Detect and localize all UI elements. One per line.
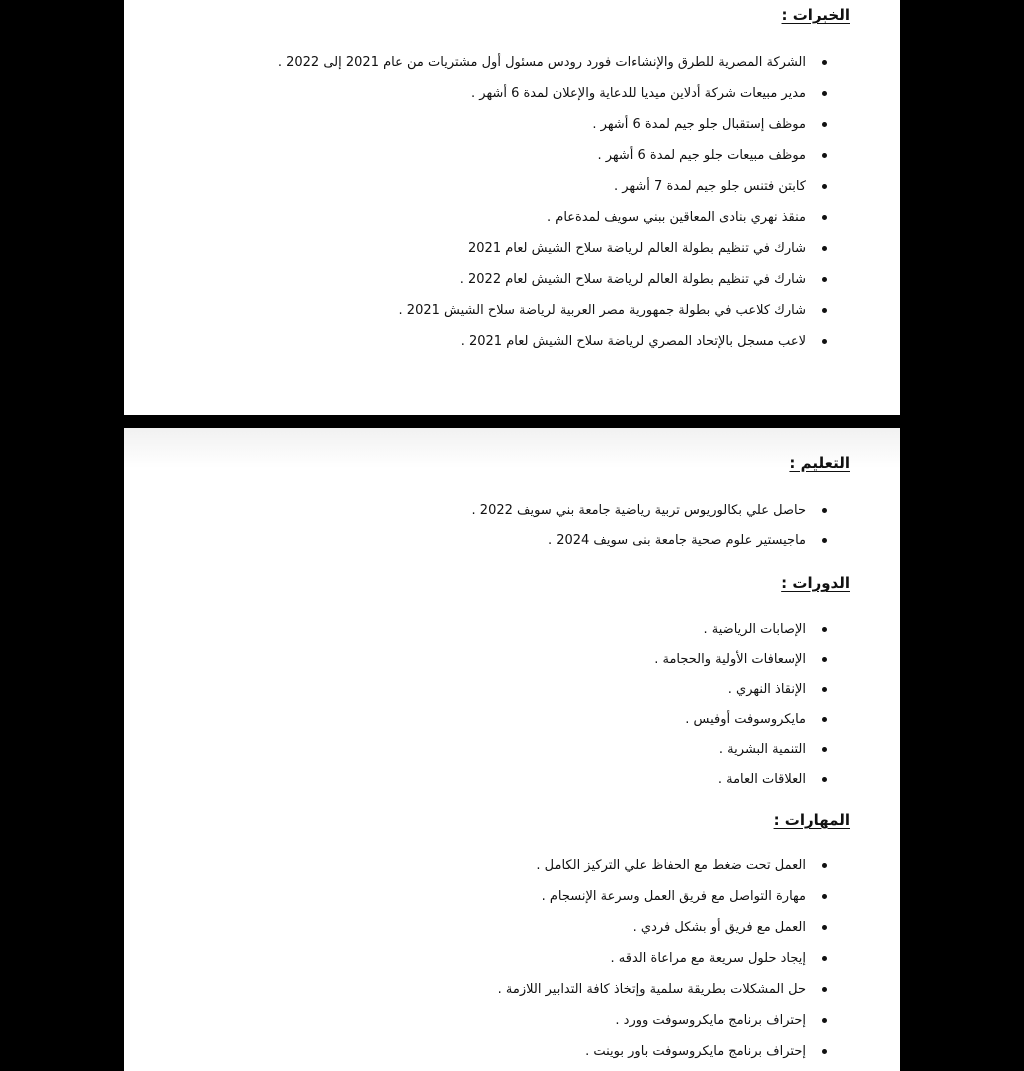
experience-heading: الخبرات : (781, 6, 850, 24)
list-item: حاصل علي بكالوريوس تربية رياضية جامعة بني سويف 2022 . (472, 496, 830, 526)
skills-list (498, 850, 830, 1067)
list-item: العلاقات العامة . (654, 765, 830, 795)
experience-list (278, 47, 830, 357)
list-item: لاعب مسجل بالإتحاد المصري لرياضة سلاح الشيش لعام 2021 . (278, 326, 830, 357)
list-item: إيجاد حلول سريعة مع مراعاة الدقه . (498, 943, 830, 974)
education-list (472, 496, 830, 556)
document-page-1 (124, 0, 900, 415)
list-item: موظف مبيعات جلو جيم لمدة 6 أشهر . (278, 140, 830, 171)
list-item: إحتراف برنامج مايكروسوفت باور بوينت . (498, 1036, 830, 1067)
list-item: موظف إستقبال جلو جيم لمدة 6 أشهر . (278, 109, 830, 140)
list-item: إحتراف برنامج مايكروسوفت وورد . (498, 1005, 830, 1036)
list-item: العمل مع فريق أو بشكل فردي . (498, 912, 830, 943)
skills-heading: المهارات : (773, 811, 850, 829)
list-item: مايكروسوفت أوفيس . (654, 705, 830, 735)
list-item: الإسعافات الأولية والحجامة . (654, 645, 830, 675)
list-item: شارك كلاعب في بطولة جمهورية مصر العربية لرياضة سلاح الشيش 2021 . (278, 295, 830, 326)
list-item: التنمية البشرية . (654, 735, 830, 765)
education-heading: التعليم : (789, 454, 850, 472)
courses-heading: الدورات : (781, 574, 850, 592)
list-item: الإصابات الرياضية . (654, 615, 830, 645)
list-item: كابتن فتنس جلو جيم لمدة 7 أشهر . (278, 171, 830, 202)
document-page-2 (124, 428, 900, 1071)
list-item: مهارة التواصل مع فريق العمل وسرعة الإنسجام . (498, 881, 830, 912)
list-item: منقذ نهري بنادى المعاقين ببني سويف لمدةعام . (278, 202, 830, 233)
list-item: مدير مبيعات شركة أدلاين ميديا للدعاية والإعلان لمدة 6 أشهر . (278, 78, 830, 109)
list-item: شارك في تنظيم بطولة العالم لرياضة سلاح الشيش لعام 2021 (278, 233, 830, 264)
list-item: حل المشكلات بطريقة سلمية وإتخاذ كافة التدابير اللازمة . (498, 974, 830, 1005)
list-item: العمل تحت ضغط مع الحفاظ علي التركيز الكامل . (498, 850, 830, 881)
courses-list (654, 615, 830, 795)
list-item: الإنقاذ النهري . (654, 675, 830, 705)
list-item: ماجيستير علوم صحية جامعة بنى سويف 2024 . (472, 526, 830, 556)
list-item: الشركة المصرية للطرق والإنشاءات فورد رودس مسئول أول مشتريات من عام 2021 إلى 2022 . (278, 47, 830, 78)
list-item: شارك في تنظيم بطولة العالم لرياضة سلاح الشيش لعام 2022 . (278, 264, 830, 295)
